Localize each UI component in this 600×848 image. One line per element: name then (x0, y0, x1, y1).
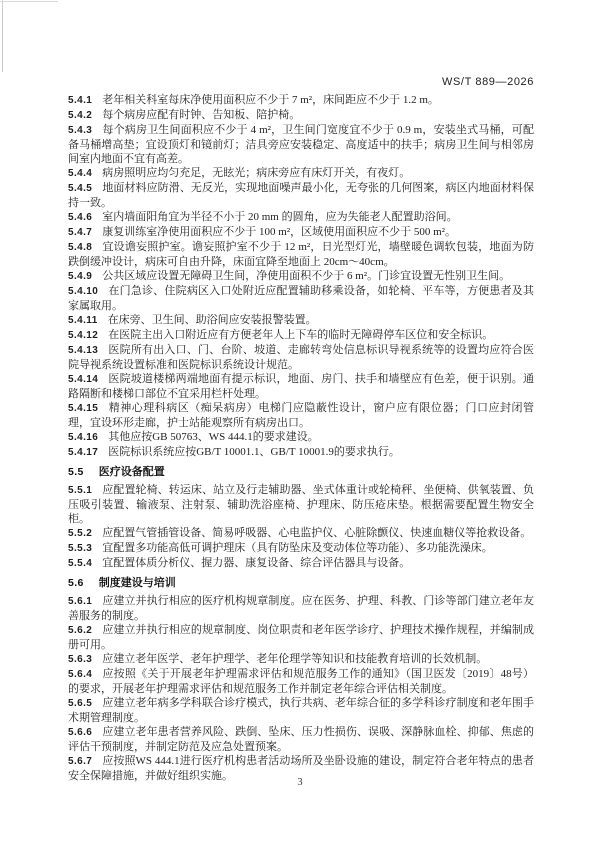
section-title: 医疗设备配置 (98, 466, 165, 478)
clause (68, 240, 534, 269)
clause-number: 5.4.9 (68, 271, 93, 282)
clause-number: 5.6.5 (68, 698, 93, 709)
clause-text: 医院标识系统应按GB/T 10001.1、GB/T 10001.9的要求执行。 (108, 446, 400, 458)
clause-number: 5.4.5 (68, 183, 93, 194)
clause-text: 应配置轮椅、转运床、站立及行走辅助器、坐式体重计或轮椅秤、坐便椅、供氧装置、负压吸引装置、输液泵、注射泵、辅助洗浴座椅、护理床、防压疮床垫。根据需要配置生物安全柜。 (68, 484, 534, 525)
clause-number: 5.4.15 (68, 403, 99, 414)
clause-text: 室内墙面阳角宜为半径不小于 20 mm 的圆角，应为失能老人配置助浴间。 (102, 211, 458, 223)
clause-number: 5.4.1 (68, 95, 93, 106)
clause-text: 医院所有出入口、门、台阶、坡道、走廊转弯处信息标识导视系统等的设置均应符合医院导视系统设置标准和医院标识系统设计规范。 (68, 344, 534, 371)
clause (68, 526, 534, 541)
clause-text: 应建立并执行相应的规章制度、岗位职责和老年医学诊疗、护理技术操作规程，并编制成册可用。 (68, 624, 534, 651)
clause-number: 5.4.12 (68, 330, 99, 341)
clause-number: 5.5.2 (68, 528, 93, 539)
clause (68, 652, 534, 667)
clause-text: 应建立老年病多学科联合诊疗模式，执行共病、老年综合征的多学科诊疗制度和老年围手术期管理制度。 (68, 697, 534, 724)
clause (68, 696, 534, 725)
clause-number: 5.6.6 (68, 727, 93, 738)
clause-text: 应建立老年医学、老年护理学、老年伦理学等知识和技能教育培训的长效机制。 (102, 653, 488, 665)
clause-number: 5.4.17 (68, 447, 99, 458)
clause-text: 精神心理科病区（痴呆病房）电梯门应隐蔽性设计，窗户应有限位器；门口应封闭管理，宜设环形走廊，护士站能观察所有病房出口。 (68, 402, 534, 429)
clause (68, 594, 534, 623)
clause-text: 宜设谵妄照护室。谵妄照护室不少于 12 m²，日光型灯光，墙壁暖色调软包装，地面为防跌倒缓冲设计，病床可自由升降，床面宜降至地面上 20cm～40cm。 (68, 241, 534, 268)
clause-number: 5.6.4 (68, 669, 93, 680)
clause-number: 5.6.3 (68, 654, 93, 665)
clause-number: 5.4.13 (68, 345, 99, 356)
clause (68, 210, 534, 225)
clause (68, 556, 534, 571)
clause (68, 541, 534, 556)
clause-text: 在医院主出入口附近应有方便老年人上下车的临时无障碍停车区位和安全标识。 (108, 329, 494, 341)
clause (68, 181, 534, 210)
clause-text: 应建立老年患者营养风险、跌倒、坠床、压力性损伤、误吸、深静脉血栓、抑郁、焦虑的评估干预制度，并制定防范及应急处置预案。 (68, 726, 534, 753)
clause-text: 老年相关科室每床净使用面积应不少于 7 m²，床间距应不少于 1.2 m。 (102, 94, 439, 106)
clause-number: 5.4.7 (68, 227, 93, 238)
clause-number: 5.5.4 (68, 558, 93, 569)
page-number: 3 (297, 777, 303, 788)
clause-number: 5.4.2 (68, 110, 93, 121)
clause-text: 每个病房应配有时钟、告知板、陪护椅。 (102, 109, 301, 121)
clause-text: 地面材料应防滑、无反光，实现地面噪声最小化，无夸张的几何图案，病区内地面材料保持一致。 (68, 182, 534, 209)
section-number: 5.6 (68, 577, 84, 589)
clause-text: 应按照《关于开展老年护理需求评估和规范服务工作的通知》（国卫医发〔2019〕48号）的要求，开展老年护理需求评估和规范服务工作并制定老年综合评估相关制度。 (68, 668, 534, 695)
clause (68, 166, 534, 181)
document-body (68, 93, 534, 783)
clause-text: 医院坡道楼梯两端地面有提示标识，地面、房门、扶手和墙壁应有色差，便于识别。通路隔断和楼梯口部位不宜采用栏杆处理。 (68, 373, 534, 400)
clause-text: 康复训练室净使用面积应不少于 100 m²，区域使用面积应不少于 500 m²。 (102, 226, 456, 238)
clause-text: 病房照明应均匀充足，无眩光；病床旁应有床灯开关，有夜灯。 (102, 167, 411, 179)
clause (68, 430, 534, 445)
clause-number: 5.4.4 (68, 168, 93, 179)
clause (68, 328, 534, 343)
clause (68, 108, 534, 123)
clause-number: 5.5.3 (68, 543, 93, 554)
clause (68, 401, 534, 430)
scan-edge-artifact (2, 0, 3, 72)
clause (68, 623, 534, 652)
clause (68, 313, 534, 328)
clause-number: 5.6.7 (68, 756, 93, 767)
section-heading (68, 465, 534, 479)
clause (68, 225, 534, 240)
clause-text: 应按照WS 444.1进行医疗机构患者活动场所及坐卧设施的建设，制定符合老年特点的患者安全保障措施，并做好组织实施。 (68, 755, 534, 782)
clause-number: 5.4.11 (68, 315, 98, 326)
section-number: 5.5 (68, 466, 84, 478)
clause (68, 445, 534, 460)
clause (68, 667, 534, 696)
section-heading (68, 576, 534, 590)
clause-number: 5.4.6 (68, 212, 93, 223)
clause (68, 343, 534, 372)
clause-number: 5.6.2 (68, 625, 93, 636)
clause-number: 5.4.16 (68, 432, 99, 443)
clause (68, 93, 534, 108)
clause (68, 269, 534, 284)
clause (68, 483, 534, 526)
clause-text: 宜配置体质分析仪、握力器、康复设备、综合评估器具与设备。 (102, 557, 411, 569)
clause-text: 其他应按GB 50763、WS 444.1的要求建设。 (108, 431, 319, 443)
clause-text: 应建立并执行相应的医疗机构规章制度。应在医务、护理、科教、门诊等部门建立老年友善服务的制度。 (68, 595, 534, 622)
scan-edge-artifact (0, 1, 58, 2)
clause-number: 5.4.14 (68, 374, 99, 385)
clause-text: 在门急诊、住院病区入口处附近应配置辅助移乘设备，如轮椅、平车等，方便患者及其家属取用。 (68, 285, 534, 312)
clause-text: 公共区域应设置无障碍卫生间，净使用面积不少于 6 m²。门诊宜设置无性别卫生间。 (102, 270, 511, 282)
clause-number: 5.4.3 (68, 125, 93, 136)
clause-text: 在床旁、卫生间、助浴间应安装报警装置。 (107, 314, 317, 326)
clause (68, 123, 534, 166)
clause-text: 应配置气管插管设备、简易呼吸器、心电监护仪、心脏除颤仪、快速血糖仪等抢救设备。 (102, 527, 532, 539)
clause-text: 宜配置多功能高低可调护理床（具有防坠床及变动体位等功能）、多功能洗澡床。 (102, 542, 493, 554)
clause-number: 5.4.8 (68, 242, 93, 253)
clause-number: 5.5.1 (68, 485, 93, 496)
section-title: 制度建设与培训 (98, 577, 176, 589)
clause (68, 284, 534, 313)
clause-text: 每个病房卫生间面积应不少于 4 m²，卫生间门宽度宜不少于 0.9 m，安装坐式马桶，可配备马桶增高垫；宜设顶灯和镜前灯；洁具旁应安装稳定、高度适中的扶手；病房卫生间与相邻房间室内地面不宜有高差。 (68, 124, 534, 165)
clause-number: 5.4.10 (68, 286, 99, 297)
clause (68, 372, 534, 401)
clause (68, 725, 534, 754)
clause-number: 5.6.1 (68, 596, 93, 607)
document-code-header: WS/T 889—2026 (442, 76, 534, 88)
